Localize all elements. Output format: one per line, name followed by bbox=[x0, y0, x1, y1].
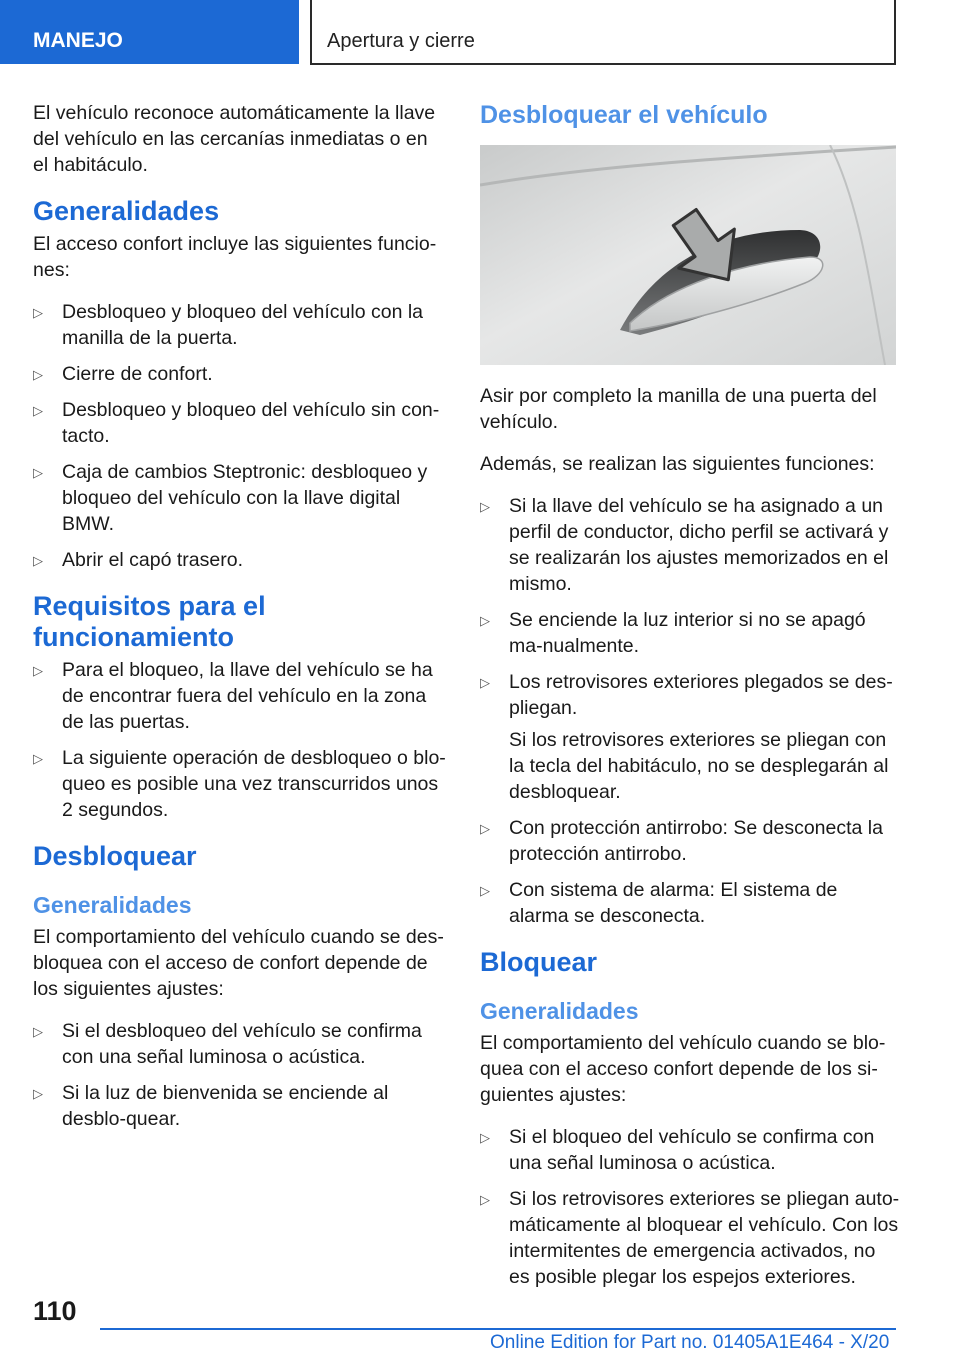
bullet-icon: ▷ bbox=[480, 821, 490, 836]
desbloquear-text: El comportamiento del vehículo cuando se des-bloquea con el acceso de confort depende de los siguientes ajustes: bbox=[33, 926, 444, 1000]
edition-note: Online Edition for Part no. 01405A1E464 - X/20 bbox=[490, 1332, 890, 1353]
footer-divider bbox=[100, 1328, 896, 1330]
list-item: ▷ Si la llave del vehículo se ha asignado a un perfil de conductor, dicho perfil se activará y se realizarán los ajustes memorizados en el mismo. bbox=[480, 495, 889, 595]
list-item: ▷ Caja de cambios Steptronic: desbloqueo y bloqueo del vehículo con la llave digital BMW. bbox=[33, 461, 428, 535]
section-tab: MANEJO bbox=[0, 0, 299, 64]
list-item: ▷ Si el desbloqueo del vehículo se confirma con una señal luminosa o acústica. bbox=[33, 1020, 422, 1068]
door-handle-image bbox=[480, 145, 896, 365]
list-item: ▷ Si la luz de bienvenida se enciende al desblo-quear. bbox=[33, 1082, 389, 1130]
functions-list bbox=[480, 493, 900, 929]
chapter-title: Apertura y cierre bbox=[310, 0, 896, 65]
bullet-icon: ▷ bbox=[33, 305, 43, 320]
list-item: ▷ Desbloqueo y bloqueo del vehículo con la manilla de la puerta. bbox=[33, 301, 424, 349]
bullet-icon: ▷ bbox=[33, 465, 43, 480]
generalidades-heading: Generalidades bbox=[33, 196, 220, 226]
bullet-icon: ▷ bbox=[33, 553, 43, 568]
bullet-icon: ▷ bbox=[480, 499, 490, 514]
bullet-icon: ▷ bbox=[33, 1086, 43, 1101]
bullet-icon: ▷ bbox=[480, 1130, 490, 1145]
list-item-extra: Si los retrovisores exteriores se pliegan con la tecla del habitáculo, no se desplegarán al desbloquear. bbox=[509, 729, 889, 803]
right-column bbox=[480, 100, 900, 1304]
bullet-icon: ▷ bbox=[480, 883, 490, 898]
list-item: ▷ Se enciende la luz interior si no se apagó ma-nualmente. bbox=[480, 609, 866, 657]
list-item: ▷ Desbloqueo y bloqueo del vehículo sin con-tacto. bbox=[33, 399, 440, 447]
desbloquear-subheading: Generalidades bbox=[33, 892, 192, 918]
desbloquear-list bbox=[33, 1018, 447, 1132]
bullet-icon: ▷ bbox=[480, 1192, 490, 1207]
desbloquear-vehiculo-heading: Desbloquear el vehículo bbox=[480, 101, 768, 129]
grip-text: Asir por completo la manilla de una puerta del vehículo. bbox=[480, 385, 877, 433]
bullet-icon: ▷ bbox=[480, 675, 490, 690]
list-item: ▷ Para el bloqueo, la llave del vehículo se ha de encontrar fuera del vehículo en la zona de las puertas. bbox=[33, 659, 433, 733]
bullet-icon: ▷ bbox=[33, 1024, 43, 1039]
bloquear-list bbox=[480, 1124, 900, 1290]
requisitos-heading: Requisitos para el funcionamiento bbox=[33, 591, 266, 652]
intro-paragraph: El vehículo reconoce automáticamente la llave del vehículo en las cercanías inmediatas o en el habitáculo. bbox=[33, 102, 436, 176]
list-item: ▷ Abrir el capó trasero. bbox=[33, 547, 447, 573]
bullet-icon: ▷ bbox=[480, 613, 490, 628]
bloquear-subheading: Generalidades bbox=[480, 998, 639, 1024]
bullet-icon: ▷ bbox=[33, 663, 43, 678]
list-item: ▷ Los retrovisores exteriores plegados se des-pliegan. Si los retrovisores exteriores se pliegan con la tecla del habitáculo, no se desplegarán al desbloquear. bbox=[480, 669, 900, 805]
bloquear-heading: Bloquear bbox=[480, 947, 598, 977]
generalidades-list bbox=[33, 299, 447, 573]
list-item: ▷ Si los retrovisores exteriores se pliegan auto-máticamente al bloquear el vehículo. Con los intermitentes de emergencia activados, no es posible plegar los espejos exteriores. bbox=[480, 1188, 900, 1288]
list-item: ▷ Con protección antirrobo: Se desconecta la protección antirrobo. bbox=[480, 817, 883, 865]
desbloquear-heading: Desbloquear bbox=[33, 841, 197, 871]
list-item: ▷ Cierre de confort. bbox=[33, 361, 447, 387]
bullet-icon: ▷ bbox=[33, 403, 43, 418]
bullet-icon: ▷ bbox=[33, 367, 43, 382]
bullet-icon: ▷ bbox=[33, 751, 43, 766]
list-item: ▷ Si el bloqueo del vehículo se confirma con una señal luminosa o acústica. bbox=[480, 1126, 875, 1174]
generalidades-text: El acceso confort incluye las siguientes funcio-nes: bbox=[33, 233, 437, 281]
list-item: ▷ La siguiente operación de desbloqueo o blo-queo es posible una vez transcurridos unos 2 segundos. bbox=[33, 747, 446, 821]
page-number: 110 bbox=[33, 1296, 77, 1326]
list-item: ▷ Con sistema de alarma: El sistema de alarma se desconecta. bbox=[480, 879, 838, 927]
left-column bbox=[33, 100, 447, 1146]
requisitos-list bbox=[33, 657, 447, 823]
bloquear-text: El comportamiento del vehículo cuando se blo-quea con el acceso confort depende de los si-guientes ajustes: bbox=[480, 1032, 886, 1106]
ademas-text: Además, se realizan las siguientes funciones: bbox=[480, 453, 875, 475]
